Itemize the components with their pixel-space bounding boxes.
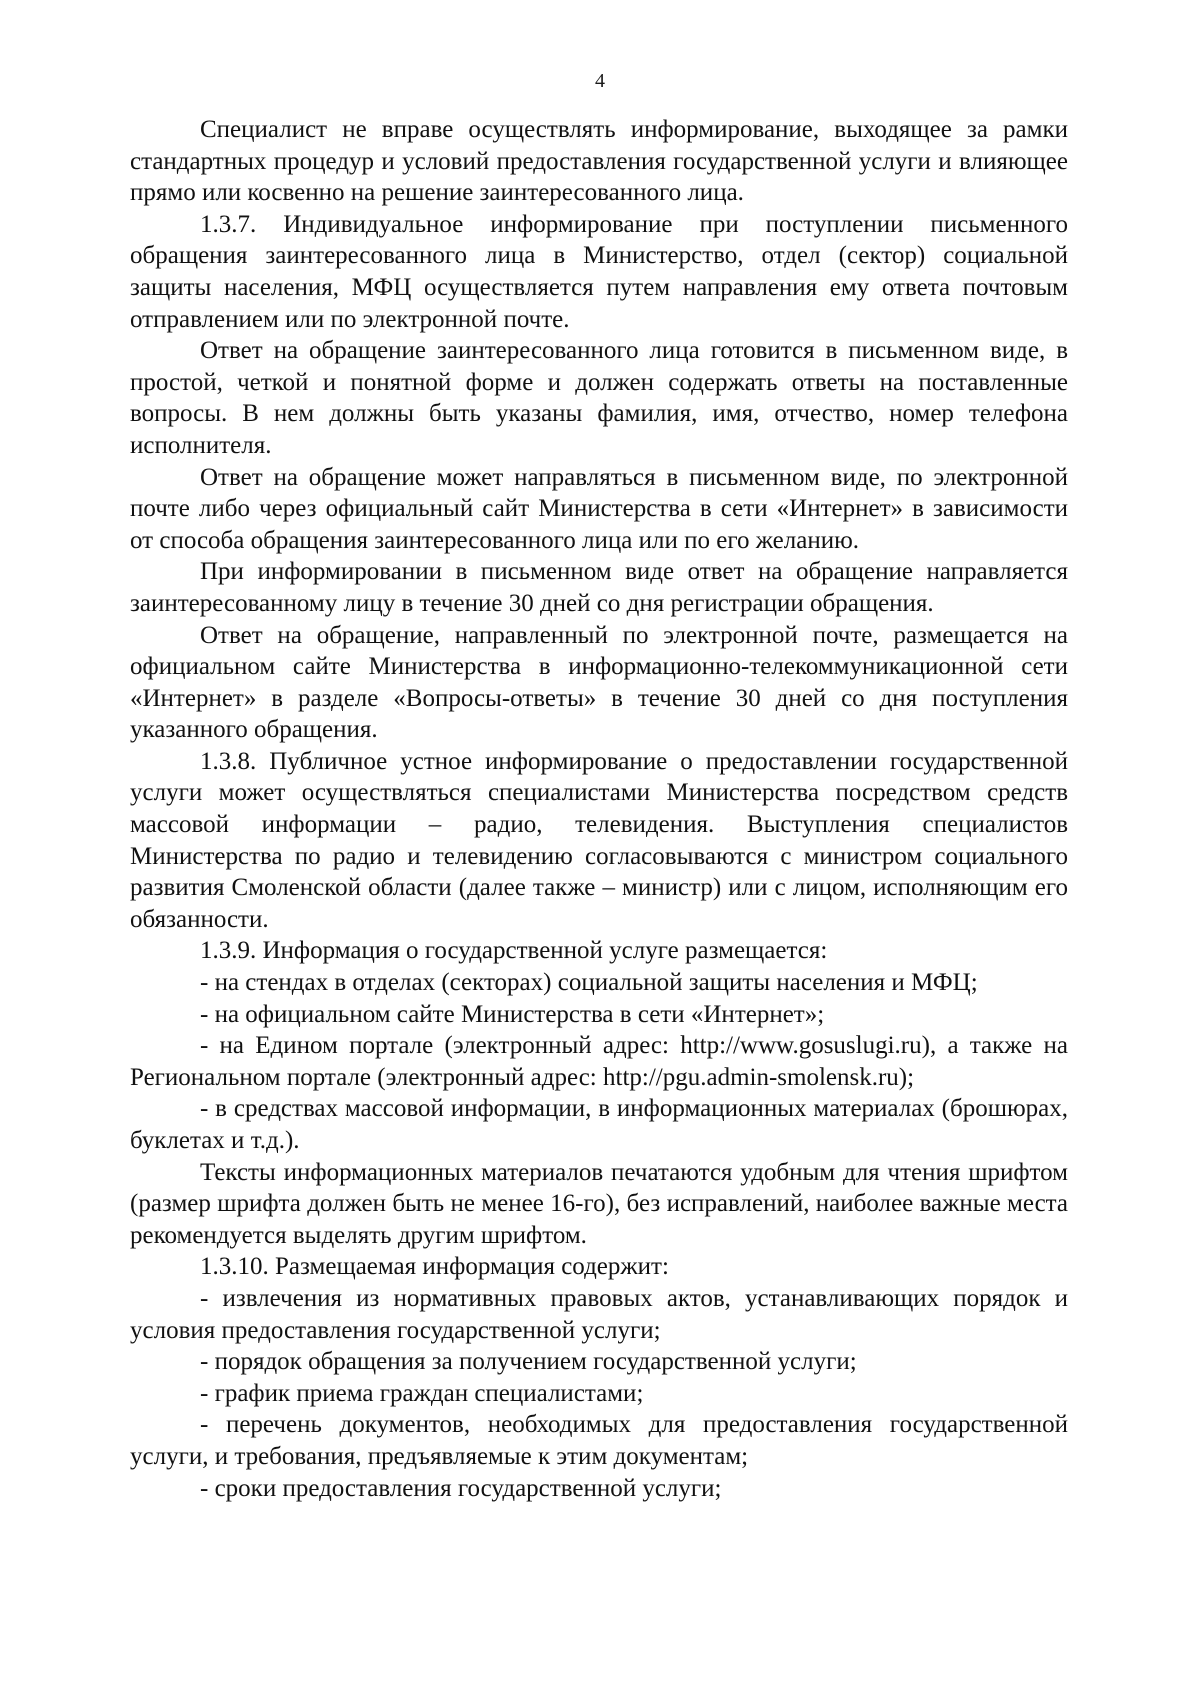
- paragraph: 1.3.8. Публичное устное информирование о предоставлении государственной услуги может осуществляться специалистами Министерства посредством средств массовой информации – радио, телевидения. Выступления специалистов Министерства по радио и телевидению согласовываются с министром социального развития Смоленской области (далее также – министр) или с лицом, исполняющим его обязанности.: [130, 747, 1068, 933]
- list-item: - сроки предоставления государственной услуги;: [200, 1474, 722, 1502]
- paragraph: При информировании в письменном виде ответ на обращение направляется заинтересованному лицу в течение 30 дней со дня регистрации обращения.: [130, 558, 1068, 617]
- paragraph: 1.3.10. Размещаемая информация содержит:: [200, 1253, 669, 1281]
- list-item: - порядок обращения за получением государственной услуги;: [200, 1348, 857, 1376]
- list-item: - на официальном сайте Министерства в сети «Интернет»;: [200, 1000, 825, 1028]
- list-item: - на Едином портале (электронный адрес: http://www.gosuslugi.ru), а также на Региональном портале (электронный адрес: http://pgu.admin-smolensk.ru);: [130, 1032, 1068, 1091]
- document-body: [130, 114, 1068, 1504]
- list-item: - извлечения из нормативных правовых актов, устанавливающих порядок и условия предоставления государственной услуги;: [130, 1284, 1068, 1344]
- list-item: - перечень документов, необходимых для предоставления государственной услуги, и требования, предъявляемые к этим документам;: [130, 1411, 1068, 1470]
- page-number: 4: [595, 70, 605, 92]
- paragraph: Ответ на обращение может направляться в письменном виде, по электронной почте либо через официальный сайт Министерства в сети «Интернет» в зависимости от способа обращения заинтересованного лица или по его желанию.: [130, 463, 1068, 554]
- paragraph: Ответ на обращение заинтересованного лица готовится в письменном виде, в простой, четкой и понятной форме и должен содержать ответы на поставленные вопросы. В нем должны быть указаны фамилия, имя, отчество, номер телефона исполнителя.: [130, 337, 1068, 459]
- paragraph: Ответ на обращение, направленный по электронной почте, размещается на официальном сайте Министерства в информационно-телекоммуникационной сети «Интернет» в разделе «Вопросы-ответы» в течение 30 дней со дня поступления указанного обращения.: [130, 621, 1068, 744]
- list-item: - на стендах в отделах (секторах) социальной защиты населения и МФЦ;: [200, 969, 978, 997]
- paragraph: 1.3.9. Информация о государственной услуге размещается:: [200, 937, 828, 965]
- list-item: - в средствах массовой информации, в информационных материалах (брошюрах, буклетах и т.д.).: [130, 1095, 1068, 1154]
- paragraph: Тексты информационных материалов печатаются удобным для чтения шрифтом (размер шрифта должен быть не менее 16-го), без исправлений, наиболее важные места рекомендуется выделять другим шрифтом.: [130, 1158, 1068, 1249]
- paragraph: 1.3.7. Индивидуальное информирование при поступлении письменного обращения заинтересованного лица в Министерство, отдел (сектор) социальной защиты населения, МФЦ осуществляется путем направления ему ответа почтовым отправлением или по электронной почте.: [130, 210, 1068, 333]
- list-item: - график приема граждан специалистами;: [200, 1379, 644, 1407]
- paragraph: Специалист не вправе осуществлять информирование, выходящее за рамки стандартных процедур и условий предоставления государственной услуги и влияющее прямо или косвенно на решение заинтересованного лица.: [130, 116, 1068, 207]
